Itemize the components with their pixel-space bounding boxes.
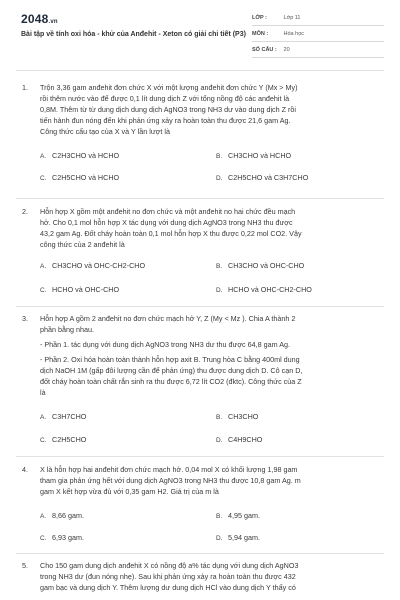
header-divider	[16, 70, 384, 71]
question-text: Hỗn hợp A gồm 2 anđehit no đơn chức mạch hở Y, Z (My < Mz ). Chia A thành 2 phần bằng nhau. - Phần 1. tác dụng với dung dịch AgNO3 trong NH3 dư thu được 64,8 gam Ag. - Phần 2. Oxi hóa hoàn toàn thành hỗn hợp axit B. Trung hòa C bằng 400ml dung dịch NaOH 1M (gấp đôi lượng cần để phản ứng) thu được dung dịch D. Cô cạn D, đốt cháy hoàn toàn chất rắn sinh ra thu được 6,72 lít CO2 (đktc). Công thức của Z là	[40, 314, 303, 397]
question-text: Cho 150 gam dung dịch anđehit X có nồng độ a% tác dụng với dung dịch AgNO3 trong NH3 dư (đun nóng nhẹ). Sau khi phản ứng xảy ra hoàn toàn thu được 432 gam bạc và dung dịch Y. Thêm lượng dư dung dịch HCl vào dung dịch Y thấy có	[40, 561, 299, 592]
document-page: 2048.vn Bài tập về tính oxi hóa - khử của Anđehit - Xeton có giải chi tiết (P3) LỚP : Lớp 11 MÔN : Hóa học SỐ CÂU : 20 1. Trộn 3,36 gam anđehit đơn chức X với một lượng anđehit đơn chức Y (Mx > My) rồi thêm nước vào để được 0,1 lít dung dịch Z với tổng nồng độ các anđehit là 0,8M. Thêm từ từ dung dịch dung dịch AgNO3 trong NH3 dư vào dung dịch Z rồi tiến hành đun nóng đến khi phản ứng xảy ra hoàn toàn thu được 21,6 gam Ag. Công thức cấu tạo của X và Y lần lượt là A. C2H3CHO và HCHO B. CH3CHO và HCHO C. C2H5CHO và HCHO D. C2H5CHO và C3H7CHO 2. Hỗn hợp X gồm một anđehit no đơn chức và một anđehit no hai chức đều mạch hở. Cho 0,1 mol hỗn hợp X tác dụng với dung dịch AgNO3 trong NH3 thu được 43,2 gam Ag. Đốt cháy hoàn toàn 0,1 mol hỗn hợp X thu được 0,22 mol CO2. Vậy công thức của 2 anđehit là A. CH3CHO và OHC-CH2-CHO B. CH3CHO và OHC-CHO C. HCHO và OHC-CHO D. HCHO và OHC-CH2-CHO 3. Hỗn hợp A gồm 2 anđehit no đơn chức mạch hở Y, Z (My < Mz ). Chia A thành 2 phần bằng nhau. - Phần 1. tác dụng với dung dịch AgNO3 trong NH3 dư thu được 64,8 gam Ag. - Phần 2. Oxi hóa hoàn toàn thành hỗn hợp axit B. Trung hòa C bằng 400ml dung dịch NaOH 1M (gấp đôi lượng cần để phản ứng) thu được dung dịch D. Cô cạn D, đốt cháy hoàn toàn chất rắn sinh ra thu được 6,72 lít CO2 (đktc). Công thức của Z là A. C3H7CHO B. CH3CHO C. C2H5CHO D. C4H9CHO 4. X là hỗn hợp hai anđehit đơn chức mạch hở. 0,04 mol X có khối lượng 1,98 gam tham gia phản ứng hết với dung dịch AgNO3 trong NH3 thu được 10,8 gam Ag. m gam X kết hợp vừa đủ với 0,35 gam H2. Giá trị của m là A. 8,66 gam. B. 4,95 gam. C. 6,93 gam. D. 5,94 gam. 5. Cho 150 gam dung dịch anđehit X có nồng độ a% tác dụng với dung dịch AgNO3 trong NH3 dư (đun nóng nhẹ). Sau khi phản ứng xảy ra hoàn toàn thu được 432 gam bạc và dung dịch Y. Thêm lượng dư dung dịch HCl vào dung dịch Y thấy có	[0, 0, 400, 600]
meta-subject: MÔN : Hóa học	[252, 28, 384, 42]
option-d[interactable]: D. C2H5CHO và C3H7CHO	[216, 173, 309, 182]
question-divider	[16, 306, 384, 307]
question-divider	[16, 198, 384, 199]
question-text: X là hỗn hợp hai anđehit đơn chức mạch hở. 0,04 mol X có khối lượng 1,98 gam tham gia phản ứng hết với dung dịch AgNO3 trong NH3 thu được 10,8 gam Ag. m gam X kết hợp vừa đủ với 0,35 gam H2. Giá trị của m là	[40, 465, 301, 496]
option-a[interactable]: A. C3H7CHO	[40, 412, 87, 421]
option-c[interactable]: C. C2H5CHO và HCHO	[40, 173, 120, 182]
option-b[interactable]: B. 4,95 gam.	[216, 511, 260, 520]
document-title: Bài tập về tính oxi hóa - khử của Anđehit - Xeton có giải chi tiết (P3)	[21, 31, 246, 38]
option-d[interactable]: D. 5,94 gam.	[216, 533, 260, 542]
option-b[interactable]: B. CH3CHO và OHC-CHO	[216, 261, 305, 270]
option-c[interactable]: C. 6,93 gam.	[40, 533, 84, 542]
meta-question-count: SỐ CÂU : 20	[252, 44, 384, 58]
option-c[interactable]: C. C2H5CHO	[40, 435, 87, 444]
site-logo[interactable]: 2048.vn	[21, 12, 58, 26]
question-text: Hỗn hợp X gồm một anđehit no đơn chức và một anđehit no hai chức đều mạch hở. Cho 0,1 mol hỗn hợp X tác dụng với dung dịch AgNO3 trong NH3 thu được 43,2 gam Ag. Đốt cháy hoàn toàn 0,1 mol hỗn hợp X thu được 0,22 mol CO2. Vậy công thức của 2 anđehit là	[40, 207, 302, 249]
option-d[interactable]: D. C4H9CHO	[216, 435, 263, 444]
question-divider	[16, 553, 384, 554]
meta-grade: LỚP : Lớp 11	[252, 12, 384, 26]
option-a[interactable]: A. 8,66 gam.	[40, 511, 84, 520]
header	[0, 0, 400, 66]
question-divider	[16, 456, 384, 457]
option-c[interactable]: C. HCHO và OHC-CHO	[40, 285, 120, 294]
option-b[interactable]: B. CH3CHO	[216, 412, 259, 421]
option-d[interactable]: D. HCHO và OHC-CH2-CHO	[216, 285, 312, 294]
option-a[interactable]: A. CH3CHO và OHC-CH2-CHO	[40, 261, 146, 270]
question-text: Trộn 3,36 gam anđehit đơn chức X với một lượng anđehit đơn chức Y (Mx > My) rồi thêm nước vào để được 0,1 lít dung dịch Z với tổng nồng độ các anđehit là 0,8M. Thêm từ từ dung dịch dung dịch AgNO3 trong NH3 dư vào dung dịch Z rồi tiến hành đun nóng đến khi phản ứng xảy ra hoàn toàn thu được 21,6 gam Ag. Công thức cấu tạo của X và Y lần lượt là	[40, 83, 298, 136]
option-b[interactable]: B. CH3CHO và HCHO	[216, 151, 292, 160]
option-a[interactable]: A. C2H3CHO và HCHO	[40, 151, 120, 160]
